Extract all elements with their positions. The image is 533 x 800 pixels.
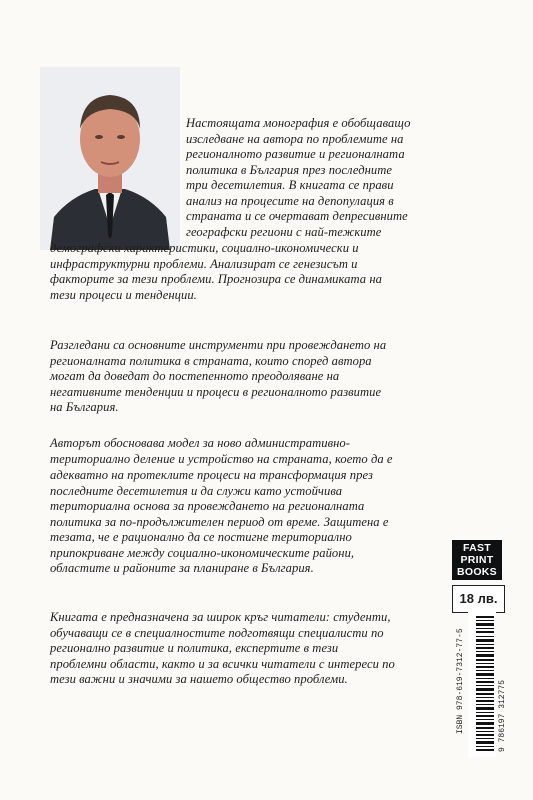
isbn-label: ISBN 978-619-7312-77-5 xyxy=(456,628,465,734)
text-line: териториално деление и устройство на страната, което да е xyxy=(50,451,393,466)
text-line: анализ на процесите на депопулация в xyxy=(186,193,394,208)
text-line: Разгледани са основните инструменти при провеждането на xyxy=(50,338,387,352)
text-line: припокриване между социално-икономическите райони, xyxy=(50,545,355,560)
text-line: тези важни и значими за нашето общество проблеми. xyxy=(50,672,348,687)
text-line: географски региони с най-тежките xyxy=(186,224,382,239)
text-line: Авторът обосновава модел за ново административно- xyxy=(50,436,350,450)
text-line: обучаващи се в специалностите подготвящи специалисти по xyxy=(50,625,384,640)
text-line: политика за по-продължителен период от време. Защитена е xyxy=(50,514,389,529)
text-line: Настоящата монография е обобщаващо xyxy=(186,116,411,130)
logo-line: PRINT xyxy=(460,554,494,566)
barcode-digits: 9 786197 312775 xyxy=(498,679,507,752)
intro-paragraph-part2 xyxy=(50,241,494,303)
logo-line: FAST xyxy=(462,542,492,554)
intro-paragraph-part1 xyxy=(186,116,494,240)
text-line: могат да доведат до постепенното преодоляване на xyxy=(50,369,340,384)
text-line: демографски характеристики, социално-икономически и xyxy=(50,241,359,255)
text-line: страната и се очертават депресивните xyxy=(186,209,408,224)
text-line: областите и районите за планиране в България. xyxy=(50,561,314,576)
model-paragraph-part2 xyxy=(50,468,494,577)
text-line: инфраструктурни проблеми. Анализират се генезисът и xyxy=(50,256,358,271)
text-line: тези процеси и тенденции. xyxy=(50,287,197,302)
instruments-paragraph xyxy=(50,338,494,416)
text-line: проблемни области, както и за всички читатели с интереси по xyxy=(50,656,395,671)
text-line: тезата, че е рационално да се постигне териториално xyxy=(50,530,352,545)
price-tag: 18 лв. xyxy=(452,585,505,613)
text-line: регионалната политика в страната, които според автора xyxy=(50,353,372,368)
text-line: Книгата е предназначена за широк кръг читатели: студенти, xyxy=(50,610,391,624)
audience-paragraph xyxy=(50,610,452,688)
model-paragraph-part1 xyxy=(50,436,494,467)
text-line: на България. xyxy=(50,400,119,415)
text-line: политика в България през последните xyxy=(186,162,393,177)
text-line: териториална основа за провеждането на регионалната xyxy=(50,499,365,514)
text-line: факторите за тези проблеми. Прогнозира се динамиката на xyxy=(50,272,382,287)
publisher-logo xyxy=(452,540,502,580)
text-line: изследване на автора по проблемите на xyxy=(186,131,404,146)
text-line: регионално развитие и политика, експертите в тези xyxy=(50,641,339,656)
barcode xyxy=(468,612,496,757)
author-photo xyxy=(40,67,180,250)
text-line: три десетилетия. В книгата се прави xyxy=(186,178,394,193)
text-line: последните десетилетия и да служи като устойчива xyxy=(50,483,343,498)
text-line: негативните тенденции и процеси в регионалното развитие xyxy=(50,384,382,399)
text-line: адекватно на протеклите процеси на трансформация през xyxy=(50,468,373,482)
text-line: регионалното развитие и регионалната xyxy=(186,147,405,162)
logo-line: BOOKS xyxy=(456,566,497,578)
